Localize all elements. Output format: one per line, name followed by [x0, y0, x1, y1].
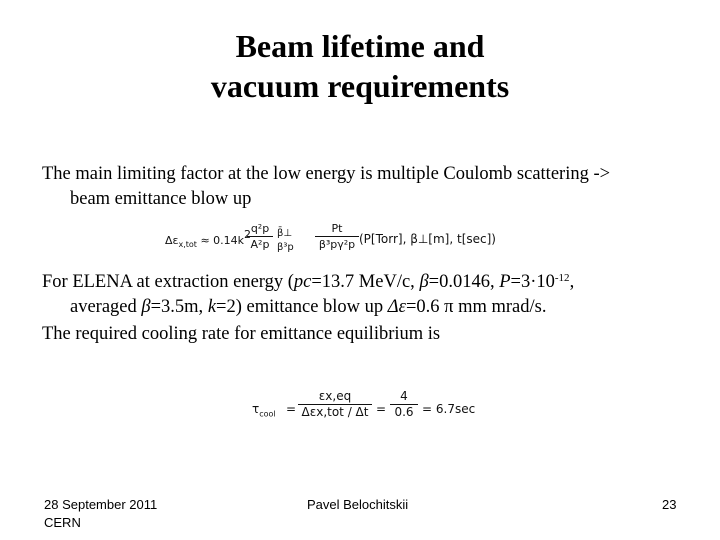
paragraph-cooling-rate: [42, 322, 692, 347]
paragraph-line: [42, 270, 692, 295]
footer-page-number: 23: [662, 497, 677, 512]
paragraph-line: [42, 295, 692, 320]
variable-delta-epsilon: Δε: [387, 297, 406, 317]
fraction-denominator: β³pγ²p: [318, 238, 356, 251]
formula-coefficient: ≈ 0.14k: [200, 234, 245, 247]
formula-beta-cubed: β³p: [277, 242, 294, 253]
formula-exponent: 2: [244, 228, 252, 241]
formula-result: = 6.7sec: [422, 402, 476, 416]
footer-author: Pavel Belochitskii: [307, 497, 409, 512]
fraction-bar: [247, 236, 273, 237]
formula-beta-perp: β̄⊥: [277, 228, 293, 239]
variable-pc: pc: [293, 272, 312, 292]
text-segment: For ELENA at extraction energy (: [42, 272, 294, 292]
paragraph-coulomb-scattering: [42, 162, 692, 212]
variable-beta: β: [141, 297, 151, 317]
variable-beta: β: [419, 272, 429, 292]
formula-fraction: [315, 222, 359, 251]
slide-title: [0, 26, 720, 106]
fraction-denominator: A²p: [250, 238, 270, 251]
footer-date: 28 September 2011: [44, 497, 158, 512]
footer-date-org: [44, 496, 157, 532]
formula-units: (P[Torr], β⊥[m], t[sec]): [359, 232, 496, 246]
fraction-denominator: 0.6: [394, 405, 414, 419]
fraction-bar: [315, 236, 359, 237]
fraction-denominator: Δεx,tot / Δt: [301, 405, 369, 419]
title-line-1: Beam lifetime and: [235, 28, 485, 64]
text-segment: =2) emittance blow up: [216, 297, 388, 317]
text-segment: =0.6 π mm mrad/s.: [405, 297, 547, 317]
formula-fraction: [298, 390, 372, 419]
text-segment: =3.5m,: [150, 297, 208, 317]
text-segment: ,: [569, 272, 575, 292]
equals-sign: =: [286, 402, 297, 416]
formula-tau: [252, 402, 276, 418]
text-segment: =0.0146,: [428, 272, 500, 292]
paragraph-line: The required cooling rate for emittance equilibrium is: [42, 324, 441, 344]
equals-sign: =: [376, 402, 387, 416]
formula-fraction: [247, 222, 273, 251]
text-segment: =3·10: [510, 272, 555, 292]
formula-lhs-subscript: x,tot: [178, 240, 197, 250]
fraction-numerator: q²p: [250, 222, 270, 235]
title-line-2: vacuum requirements: [210, 68, 510, 104]
paragraph-line: beam emittance blow up: [70, 189, 252, 209]
tau-symbol: τ: [252, 402, 260, 416]
variable-p: P: [499, 272, 511, 292]
fraction-numerator: Pt: [331, 222, 343, 235]
cooling-time-formula: [252, 388, 482, 432]
fraction-numerator: εx,eq: [318, 389, 352, 403]
emittance-blowup-formula: [165, 220, 505, 262]
formula-lhs: [165, 228, 252, 250]
text-segment: =13.7 MeV/c,: [311, 272, 420, 292]
footer-org: CERN: [44, 515, 81, 530]
fraction-numerator: 4: [400, 389, 408, 403]
variable-k: k: [207, 297, 217, 317]
text-segment: averaged: [70, 297, 142, 317]
formula-fraction: [390, 390, 418, 419]
formula-lhs-symbol: Δε: [165, 234, 179, 247]
exponent: -12: [554, 272, 570, 284]
tau-subscript: cool: [259, 409, 276, 419]
paragraph-line: The main limiting factor at the low energy is multiple Coulomb scattering ->: [42, 164, 611, 184]
paragraph-elena-parameters: [42, 270, 692, 320]
